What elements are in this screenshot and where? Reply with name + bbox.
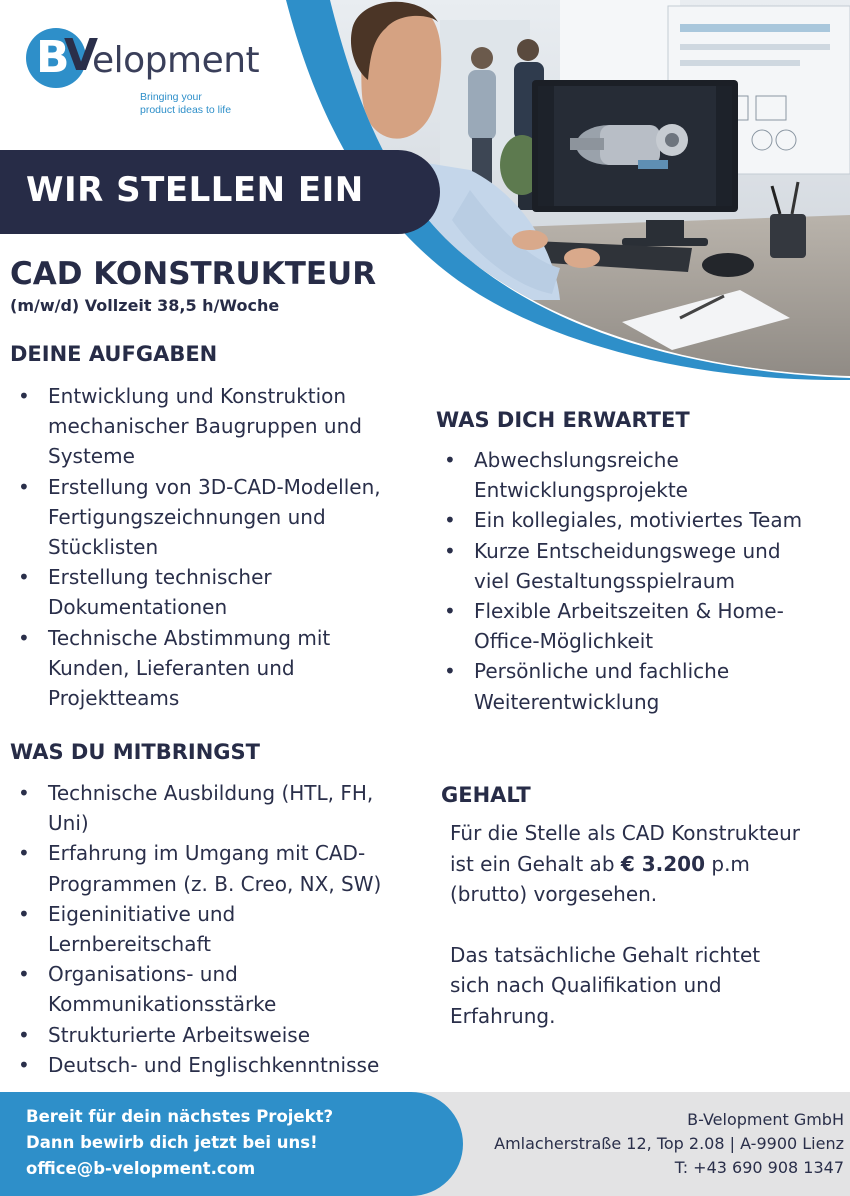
- offer-item: • Kurze Entscheidungswege und viel Gestaltungsspielraum: [436, 536, 848, 596]
- street-address: Amlacherstraße 12, Top 2.08 | A-9900 Lienz: [494, 1134, 844, 1153]
- task-item: • Erstellung von 3D-CAD-Modellen, Fertigungszeichnungen und Stücklisten: [10, 472, 430, 563]
- company-address: [494, 1108, 844, 1180]
- requirements-heading: WAS DU MITBRINGST: [10, 740, 260, 764]
- offer-heading: WAS DICH ERWARTET: [436, 408, 690, 432]
- footer-cta: [26, 1104, 333, 1182]
- logo-letter-b: B: [36, 32, 70, 83]
- salary-text: Für die Stelle als CAD Konstrukteur ist ein Gehalt ab € 3.200 p.m (brutto) vorgesehen. Das tatsächliche Gehalt richtet sich nach Qualifikation und Erfahrung.: [450, 821, 801, 1028]
- offer-item: • Abwechslungsreiche Entwicklungsprojekte: [436, 445, 848, 505]
- task-item: • Technische Abstimmung mit Kunden, Lieferanten und Projektteams: [10, 623, 430, 714]
- requirement-item: • Strukturierte Arbeitsweise: [10, 1020, 430, 1050]
- salary-heading: GEHALT: [441, 783, 531, 807]
- logo-wordmark: elopment: [92, 40, 260, 81]
- offer-item: • Ein kollegiales, motiviertes Team: [436, 505, 848, 535]
- logo-tagline: Bringing your product ideas to life: [140, 91, 232, 116]
- tasks-heading: DEINE AUFGABEN: [10, 342, 218, 366]
- offer-item: • Flexible Arbeitszeiten & Home- Office-Möglichkeit: [436, 596, 848, 656]
- requirements-list: [10, 778, 430, 1080]
- requirement-item: • Eigeninitiative und Lernbereitschaft: [10, 899, 430, 959]
- salary-amount: € 3.200: [620, 851, 706, 876]
- logo-letter-v: V: [64, 30, 99, 81]
- cta-apply: Dann bewirb dich jetzt bei uns!: [26, 1133, 318, 1152]
- offer-item: • Persönliche und fachliche Weiterentwicklung: [436, 656, 848, 716]
- task-item: • Entwicklung und Konstruktion mechanischer Baugruppen und Systeme: [10, 381, 430, 472]
- phone-number[interactable]: T: +43 690 908 1347: [674, 1158, 844, 1177]
- job-subtitle: (m/w/d) Vollzeit 38,5 h/Woche: [10, 296, 280, 315]
- company-logo: [26, 28, 266, 123]
- job-title: CAD KONSTRUKTEUR: [10, 256, 377, 292]
- company-name: B-Velopment GmbH: [687, 1110, 844, 1129]
- requirement-item: • Deutsch- und Englischkenntnisse: [10, 1050, 430, 1080]
- offer-list: [436, 445, 848, 717]
- cta-question: Bereit für dein nächstes Projekt?: [26, 1107, 334, 1126]
- requirement-item: • Technische Ausbildung (HTL, FH, Uni): [10, 778, 430, 838]
- hiring-banner-text: WIR STELLEN EIN: [26, 170, 364, 210]
- tasks-list: [10, 381, 430, 713]
- requirement-item: • Erfahrung im Umgang mit CAD- Programmen (z. B. Creo, NX, SW): [10, 838, 430, 898]
- contact-email-link[interactable]: office@b-velopment.com: [26, 1159, 256, 1178]
- task-item: • Erstellung technischer Dokumentationen: [10, 562, 430, 622]
- requirement-item: • Organisations- und Kommunikationsstärke: [10, 959, 430, 1019]
